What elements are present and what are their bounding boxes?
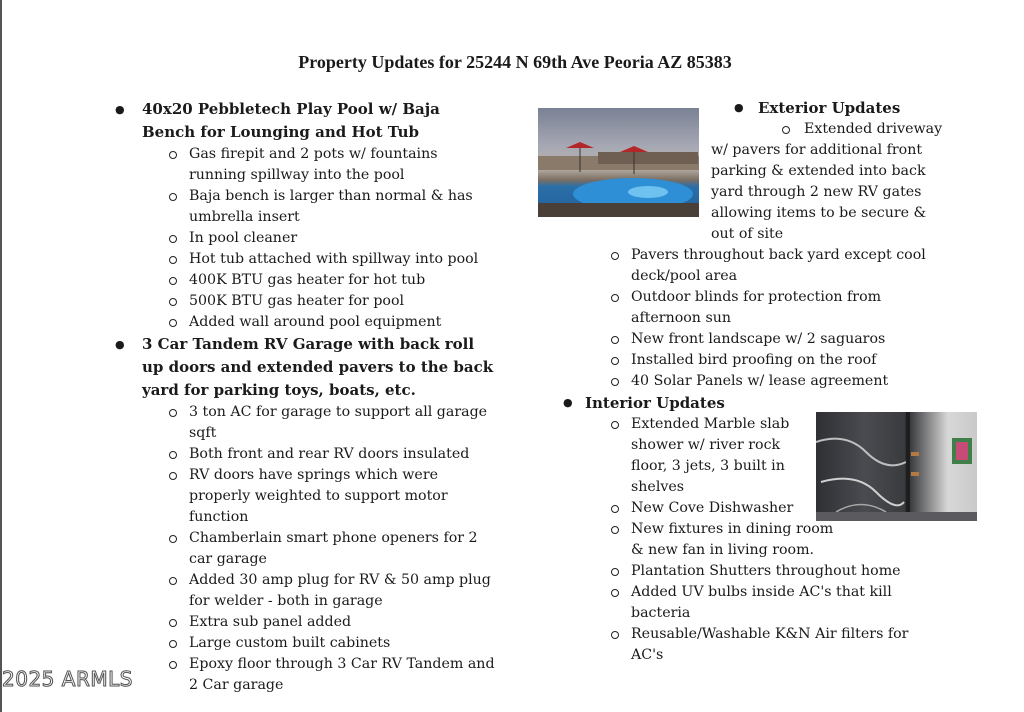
pool-list	[115, 144, 495, 333]
list-item: Pavers throughout back yard except cool deck/pool area	[631, 245, 931, 287]
page-title: Property Updates for 25244 N 69th Ave Peoria AZ 85383	[298, 52, 732, 72]
interior-list	[611, 414, 941, 666]
section-heading-exterior	[734, 97, 900, 119]
list-item: Installed bird proofing on the roof	[631, 350, 931, 371]
list-item: Both front and rear RV doors insulated	[189, 444, 495, 465]
exterior-heading-wrap	[734, 97, 900, 119]
list-item: Extra sub panel added	[189, 612, 495, 633]
list-item: Gas firepit and 2 pots w/ fountains running spillway into the pool	[189, 144, 495, 186]
list-item: New fixtures in dining room & new fan in living room.	[631, 519, 846, 561]
bullet-icon: ●	[734, 101, 744, 114]
section-heading-garage: ● 3 Car Tandem RV Garage with back roll up doors and extended pavers to the back yard for parking toys, boats, etc.	[115, 333, 495, 402]
list-item: Large custom built cabinets	[189, 633, 495, 654]
exterior-first-item	[711, 119, 951, 245]
list-item: Plantation Shutters throughout home	[631, 561, 941, 582]
exterior-heading-text: Exterior Updates	[758, 99, 901, 117]
list-item: Added UV bulbs inside AC's that kill bacteria	[631, 582, 941, 624]
left-column	[115, 98, 495, 696]
list-item: Outdoor blinds for protection from afternoon sun	[631, 287, 931, 329]
page-left-border	[0, 0, 2, 712]
list-item: Hot tub attached with spillway into pool	[189, 249, 495, 270]
exterior-list	[611, 245, 931, 392]
copyright-watermark: 2025 ARMLS	[2, 667, 133, 691]
list-item: Chamberlain smart phone openers for 2 car garage	[189, 528, 495, 570]
list-item: Epoxy floor through 3 Car RV Tandem and 2 Car garage	[189, 654, 495, 696]
list-item: Added 30 amp plug for RV & 50 amp plug for welder - both in garage	[189, 570, 495, 612]
list-item: In pool cleaner	[189, 228, 495, 249]
list-item: 400K BTU gas heater for hot tub	[189, 270, 495, 291]
list-item: Extended Marble slab shower w/ river rock floor, 3 jets, 3 built in shelves	[631, 414, 791, 498]
section-heading-interior: ● Interior Updates	[563, 392, 725, 414]
list-item: 40 Solar Panels w/ lease agreement	[631, 371, 931, 392]
pool-photo	[538, 108, 699, 217]
list-item: Extended driveway	[711, 119, 951, 140]
list-item-continuation: w/ pavers for additional front parking & extended into back yard through 2 new RV gates allowing items to be secure & out of site	[711, 142, 927, 242]
list-item: New front landscape w/ 2 saguaros	[631, 329, 931, 350]
section-heading-pool: ● 40x20 Pebbletech Play Pool w/ Baja Bench for Lounging and Hot Tub	[115, 98, 495, 144]
list-item: RV doors have springs which were properly weighted to support motor function	[189, 465, 495, 528]
list-item: Baja bench is larger than normal & has umbrella insert	[189, 186, 495, 228]
list-item: 500K BTU gas heater for pool	[189, 291, 495, 312]
garage-list	[115, 402, 495, 696]
list-item: 3 ton AC for garage to support all garage sqft	[189, 402, 495, 444]
list-item: Reusable/Washable K&N Air filters for AC's	[631, 624, 941, 666]
list-item: Added wall around pool equipment	[189, 312, 495, 333]
list-item: New Cove Dishwasher	[631, 498, 941, 519]
